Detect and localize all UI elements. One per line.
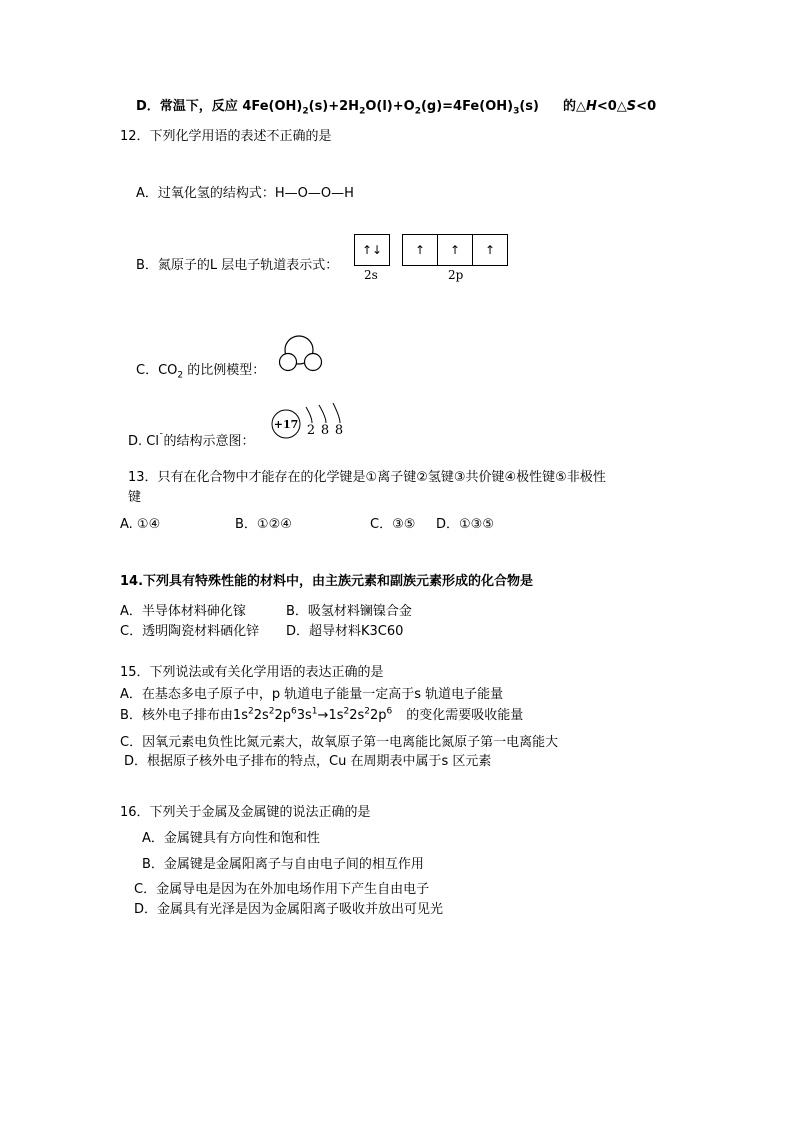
q13-stem-line1: 13．只有在化合物中才能存在的化学键是①离子键②氢键③共价键④极性键⑤非极性 [128,470,606,485]
q11-option-d: D．常温下，反应 $4Fe(OH)_2(s)+2H_2O(l)+O_2(g)=4Fe(OH)_3(s)$ 的△H<0△S<0 [136,99,657,117]
q16-option-c: C．金属导电是因为在外加电场作用下产生自由电子 [134,882,430,897]
q16-stem: 16．下列关于金属及金属键的说法正确的是 [120,805,371,820]
q15-option-c: C．因氧元素电负性比氮元素大，故氧原子第一电离能比氮原子第一电离能大 [120,735,559,750]
q12-option-b: B．氮原子的L 层电子轨道表示式： [136,258,339,273]
q15-option-a: A．在基态多电子原子中，p 轨道电子能量一定高于s 轨道电子能量 [120,687,504,702]
orbital-box-2s: ↑↓ [361,243,383,257]
q14-option-b: B．吸氢材料镧镍合金 [286,604,412,619]
q15-option-d: D．根据原子核外电子排布的特点，Cu 在周期表中属于s 区元素 [124,754,492,769]
orbital-2s [354,234,390,266]
q16-option-b: B．金属键是金属阳离子与自由电子间的相互作用 [142,857,424,872]
co2-space-filling-model [274,330,334,380]
q12-stem: 12．下列化学用语的表述不正确的是 [120,129,332,144]
q16-option-d: D．金属具有光泽是因为金属阳离子吸收并放出可见光 [134,902,444,917]
q13-stem-line2: 键 [128,490,142,505]
chloride-ion-structure-diagram [270,403,360,447]
shell-3-electrons: 8 [334,423,344,438]
orbital-box-2p-1: ↑ [403,235,438,265]
orbital-label-2p: 2p [448,268,464,282]
q15-stem: 15．下列说法或有关化学用语的表达正确的是 [120,665,384,680]
shell-1-electrons: 2 [306,423,316,438]
q14-option-d: D．超导材料K3C60 [286,624,404,639]
orbital-2p [402,234,508,266]
q13-option-d: D．①③⑤ [436,517,494,532]
q12-option-d: D. Cl¯的结构示意图： [128,432,255,449]
q12-option-a: A．过氧化氢的结构式：H—O—O—H [136,186,354,201]
q13-option-a: A. ①④ [120,517,161,532]
q14-option-c: C．透明陶瓷材料硒化锌 [120,624,260,639]
orbital-label-2s: 2s [364,268,378,282]
q14-stem: 14.下列具有特殊性能的材料中，由主族元素和副族元素形成的化合物是 [120,574,534,589]
q16-option-a: A．金属键具有方向性和饱和性 [142,831,320,846]
q14-option-a: A．半导体材料砷化镓 [120,604,246,619]
q13-option-c: C．③⑤ [370,517,416,532]
shell-2-electrons: 8 [320,423,330,438]
nucleus-charge: +17 [273,418,299,431]
q12-option-c: C．$CO_2$ 的比例模型： [136,363,266,381]
orbital-box-2p-2: ↑ [438,235,473,265]
q15-option-b: B．核外电子排布由$1s^22s^22p^63s^1\to 1s^22s^22p^6$ 的变化需要吸收能量 [120,706,524,723]
q13-option-b: B．①②④ [235,517,292,532]
orbital-box-2p-3: ↑ [484,243,496,257]
